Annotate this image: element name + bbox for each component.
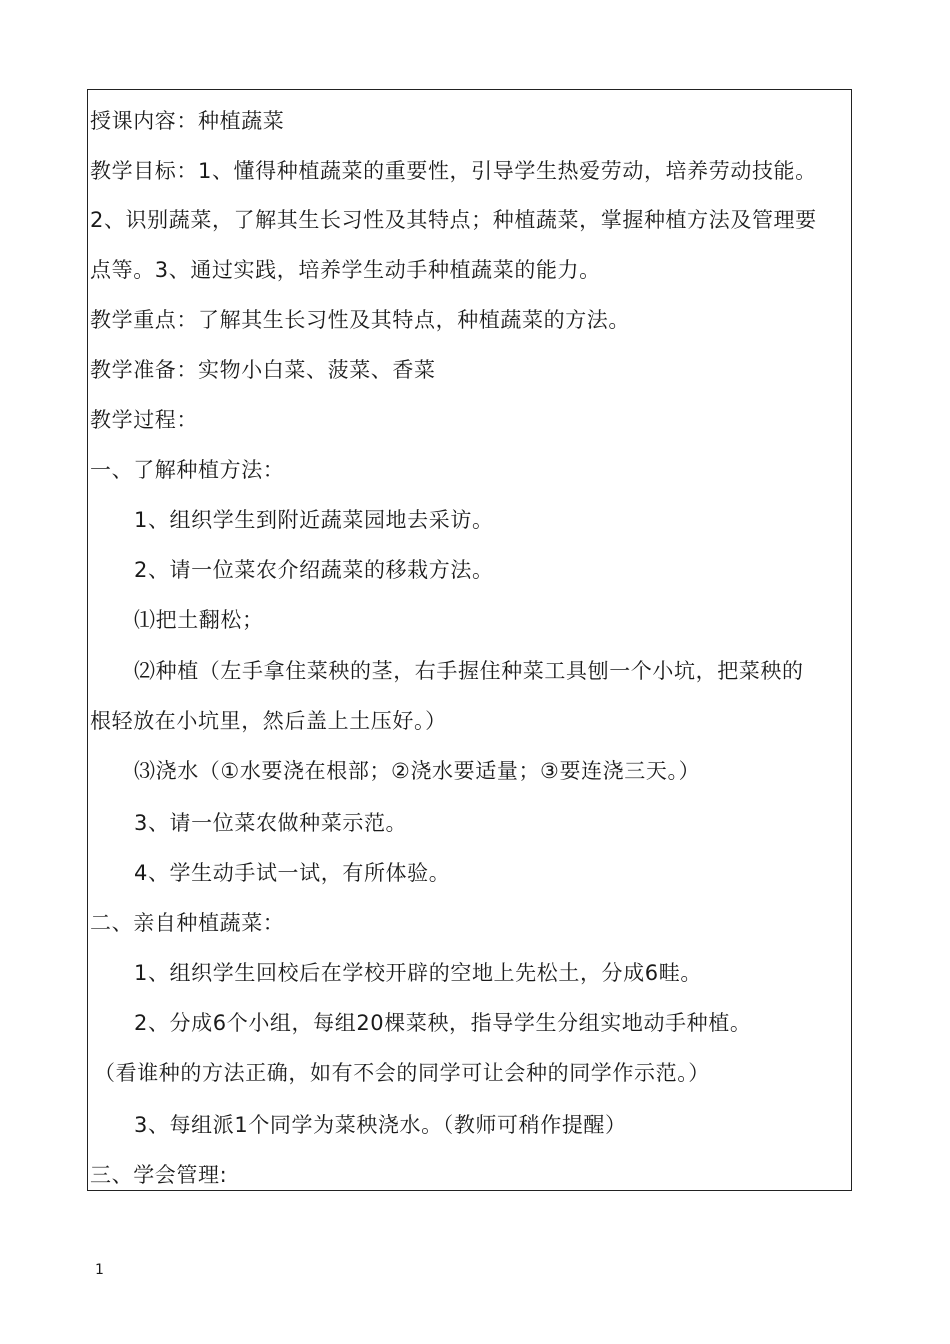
lesson-line: 3、每组派1个同学为菜秧浇水。（教师可稍作提醒） xyxy=(134,1113,627,1137)
lesson-line: （看谁种的方法正确，如有不会的同学可让会种的同学作示范。） xyxy=(94,1061,710,1085)
lesson-line: ⑵种植（左手拿住菜秧的茎，右手握住种菜工具刨一个小坑，把菜秧的 xyxy=(134,659,804,683)
lesson-line: ⑴把土翻松； xyxy=(134,608,264,632)
lesson-line: 授课内容：种植蔬菜 xyxy=(90,109,285,133)
lesson-line: 教学目标：1、懂得种植蔬菜的重要性，引导学生热爱劳动，培养劳动技能。 xyxy=(90,159,817,183)
lesson-line: 点等。3、通过实践，培养学生动手种植蔬菜的能力。 xyxy=(90,258,601,282)
lesson-line: 根轻放在小坑里，然后盖上土压好。） xyxy=(90,709,447,733)
lesson-line: 教学过程： xyxy=(90,408,198,432)
lesson-line: 三、学会管理: xyxy=(90,1163,228,1187)
lesson-line: 3、请一位菜农做种菜示范。 xyxy=(134,811,408,835)
lesson-line: 1、组织学生回校后在学校开辟的空地上先松土，分成6畦。 xyxy=(134,961,702,985)
lesson-line: 二、亲自种植蔬菜： xyxy=(90,911,285,935)
lesson-line: 1、组织学生到附近蔬菜园地去采访。 xyxy=(134,508,494,532)
lesson-line: ⑶浇水（①水要浇在根部；②浇水要适量；③要连浇三天。） xyxy=(134,759,701,783)
lesson-line: 教学重点：了解其生长习性及其特点，种植蔬菜的方法。 xyxy=(90,308,630,332)
lesson-line: 2、分成6个小组，每组20棵菜秧，指导学生分组实地动手种植。 xyxy=(134,1011,752,1035)
lesson-line: 2、请一位菜农介绍蔬菜的移栽方法。 xyxy=(134,558,494,582)
lesson-line: 2、识别蔬菜，了解其生长习性及其特点；种植蔬菜，掌握种植方法及管理要 xyxy=(90,208,817,232)
lesson-line: 4、学生动手试一试，有所体验。 xyxy=(134,861,451,885)
lesson-line: 教学准备：实物小白菜、菠菜、香菜 xyxy=(90,358,436,382)
lesson-line: 一、了解种植方法： xyxy=(90,458,285,482)
page-number: 1 xyxy=(95,1262,104,1278)
